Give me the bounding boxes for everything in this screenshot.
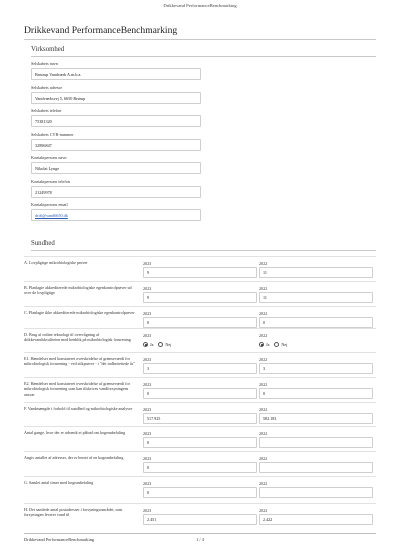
year-label: 2022 xyxy=(259,286,268,291)
health-row-boil-addresses xyxy=(24,451,376,476)
radio-label: Ja xyxy=(150,342,154,347)
column-2023 xyxy=(143,310,257,328)
health-row-boil-notices xyxy=(24,426,376,451)
contact-name-field xyxy=(31,154,201,178)
field-label: Selskabets navn xyxy=(31,61,58,66)
radio-group-2022 xyxy=(259,339,373,350)
contact-name-input[interactable]: Nikolai Lynge xyxy=(31,162,201,174)
health-row-d xyxy=(24,328,376,352)
question-label: F. Vandmængde i forhold til sundhed og mikrobiologiske analyser xyxy=(24,406,133,411)
contact-email-field xyxy=(31,201,201,225)
value-input[interactable]: 9 xyxy=(143,292,257,303)
value-input[interactable] xyxy=(259,437,373,448)
year-label: 2023 xyxy=(143,481,152,486)
column-2023 xyxy=(143,332,257,350)
value-input[interactable]: 0 xyxy=(143,462,257,473)
company-name-input[interactable]: Bnstrup Vandværk A.m.b.a. xyxy=(31,68,201,80)
question-label: E2. Hændelser med konstateret overskridelse af grænseværdi for mikrobiologisk forurening som kan tilskrives vandforsyningens ansvar xyxy=(24,381,130,397)
title-divider xyxy=(24,39,376,40)
column-2023 xyxy=(143,356,257,374)
value-input[interactable]: 9 xyxy=(143,267,257,278)
question-label: Angiv antallet af adresser, der er berørt af en kogeanbefaling xyxy=(24,455,124,460)
question-label: A. Lovpligtige mikrobiologiske prøver xyxy=(24,260,88,265)
year-label: 2023 xyxy=(143,431,152,436)
page-title: Drikkevand PerformanceBenchmarking xyxy=(24,25,178,36)
field-label: Selskabets adresse xyxy=(31,84,63,90)
section-divider-virksomhed xyxy=(31,56,376,57)
section-title-virksomhed: Virksomhed xyxy=(31,46,65,53)
radio-option-no[interactable] xyxy=(274,342,287,347)
company-cvr-input[interactable]: 32896847 xyxy=(31,139,201,151)
year-label: 2022 xyxy=(259,481,268,486)
question-label: C. Planlagte ikke akkrediterede mikrobiologiske egenkontrolprøver xyxy=(24,310,135,315)
print-footer-title: Drikkevand PerformanceBenchmarking xyxy=(24,537,95,542)
year-label: 2023 xyxy=(143,407,152,412)
column-2023 xyxy=(143,430,257,448)
value-input[interactable]: 2.451 xyxy=(143,514,257,525)
year-label: 2022 xyxy=(259,261,268,266)
year-label: 2022 xyxy=(259,311,268,316)
column-2023 xyxy=(143,285,257,303)
year-label: 2023 xyxy=(143,311,152,316)
footer-divider xyxy=(24,533,376,534)
radio-label: Ja xyxy=(266,342,270,347)
question-label: Antal gange, hvor der er udsendt et påbud om kogeanbefaling xyxy=(24,430,126,435)
column-2022 xyxy=(259,480,373,498)
contact-phone-field xyxy=(31,178,201,202)
value-input[interactable]: 0 xyxy=(143,388,257,399)
health-row-e2 xyxy=(24,377,376,402)
value-input[interactable]: 11 xyxy=(259,292,373,303)
year-label: 2022 xyxy=(259,508,268,513)
year-label: 2023 xyxy=(143,382,152,387)
field-label: Kontaktpersons email xyxy=(31,202,68,207)
contact-phone-input[interactable]: 21249978 xyxy=(31,186,201,198)
year-label: 2022 xyxy=(259,431,268,436)
year-label: 2023 xyxy=(143,286,152,291)
value-input[interactable]: 582.183 xyxy=(259,413,373,424)
value-input[interactable]: 2.422 xyxy=(259,514,373,525)
field-label: Selskabets telefon xyxy=(31,108,62,113)
value-input[interactable]: 11 xyxy=(259,267,373,278)
year-label: 2023 xyxy=(143,357,152,362)
company-name-field xyxy=(31,60,201,84)
field-label: Kontaktpersons navn xyxy=(31,155,67,160)
year-label: 2022 xyxy=(259,407,268,412)
year-label: 2023 xyxy=(143,508,152,513)
contact-email-input[interactable]: drift@vand6650.dk xyxy=(31,209,201,221)
column-2023 xyxy=(143,381,257,399)
column-2023 xyxy=(143,406,257,424)
company-address-field xyxy=(31,84,201,108)
health-row-g xyxy=(24,476,376,503)
health-table xyxy=(24,256,376,529)
year-label: 2022 xyxy=(259,456,268,461)
value-input[interactable]: 0 xyxy=(259,317,373,328)
health-row-a xyxy=(24,256,376,281)
question-label: H. Det samlede antal postadresser i forsyningsområdet, som forsyningen leverer vand til xyxy=(24,507,123,518)
health-row-c xyxy=(24,306,376,328)
column-2023 xyxy=(143,480,257,498)
section-title-sundhed: Sundhed xyxy=(31,240,55,247)
column-2023 xyxy=(143,260,257,278)
radio-checked-icon[interactable] xyxy=(259,342,264,347)
value-input[interactable] xyxy=(259,487,373,498)
question-label: G. Samlet antal timer med kogeanbefaling xyxy=(24,480,94,485)
section-divider-sundhed xyxy=(31,250,376,251)
field-label: Selskabets CVR-nummer xyxy=(31,131,74,137)
year-label: 2022 xyxy=(259,382,268,387)
radio-option-yes[interactable] xyxy=(143,342,153,347)
company-phone-input[interactable]: 75381320 xyxy=(31,115,201,127)
year-label: 2022 xyxy=(259,357,268,362)
radio-label: Nej xyxy=(165,342,172,347)
column-2022 xyxy=(259,430,373,448)
question-label: B. Planlagte akkrediterede mikrobiologiske egenkontrolprøver ud over de lovpligtige xyxy=(24,285,132,296)
column-2023 xyxy=(143,455,257,473)
value-input[interactable] xyxy=(259,462,373,473)
column-2022 xyxy=(259,455,373,473)
radio-unchecked-icon[interactable] xyxy=(274,342,279,347)
value-input[interactable]: 0 xyxy=(259,388,373,399)
column-2022 xyxy=(259,310,373,328)
company-cvr-field xyxy=(31,131,201,155)
value-input[interactable]: 517.925 xyxy=(143,413,257,424)
column-2022 xyxy=(259,332,373,350)
year-label: 2023 xyxy=(143,261,152,266)
value-input[interactable]: 0 xyxy=(143,437,257,448)
question-label: E1. Hændelser med konstateret overskridelse af grænseværdi for mikrobiologisk forurening - ved stikprøver - i "det indbetrettede år" xyxy=(24,356,135,367)
page-number: 1 / 4 xyxy=(196,537,204,542)
column-2022 xyxy=(259,356,373,374)
field-label: Kontaktpersons telefon xyxy=(31,178,70,184)
print-header: Drikkevand PerformanceBenchmarking xyxy=(163,3,237,8)
value-input[interactable]: 3 xyxy=(259,363,373,374)
column-2022 xyxy=(259,507,373,525)
health-row-f xyxy=(24,402,376,426)
year-label: 2022 xyxy=(259,333,268,338)
radio-unchecked-icon[interactable] xyxy=(158,342,163,347)
year-label: 2023 xyxy=(143,333,152,338)
column-2022 xyxy=(259,381,373,399)
company-form xyxy=(31,60,201,225)
column-2023 xyxy=(143,507,257,525)
column-2022 xyxy=(259,406,373,424)
column-2022 xyxy=(259,260,373,278)
value-input[interactable]: 3 xyxy=(143,363,257,374)
column-2022 xyxy=(259,285,373,303)
company-address-input[interactable]: Vandværksvej 5, 6650 Brørup xyxy=(31,92,201,104)
health-row-e1 xyxy=(24,352,376,377)
radio-checked-icon[interactable] xyxy=(143,342,148,347)
radio-group-2023 xyxy=(143,339,257,350)
year-label: 2023 xyxy=(143,456,152,461)
value-input[interactable]: 0 xyxy=(143,487,257,498)
health-row-b xyxy=(24,281,376,306)
value-input[interactable]: 0 xyxy=(143,317,257,328)
radio-label: Nej xyxy=(281,342,288,347)
radio-option-no[interactable] xyxy=(158,342,171,347)
health-row-h xyxy=(24,503,376,529)
company-phone-field xyxy=(31,107,201,131)
question-label: D. Brug af online teknologi til overvågning af drikkevandskvaliteten med henblik på mikrobiologisk forurening xyxy=(24,332,131,343)
radio-option-yes[interactable] xyxy=(259,342,269,347)
